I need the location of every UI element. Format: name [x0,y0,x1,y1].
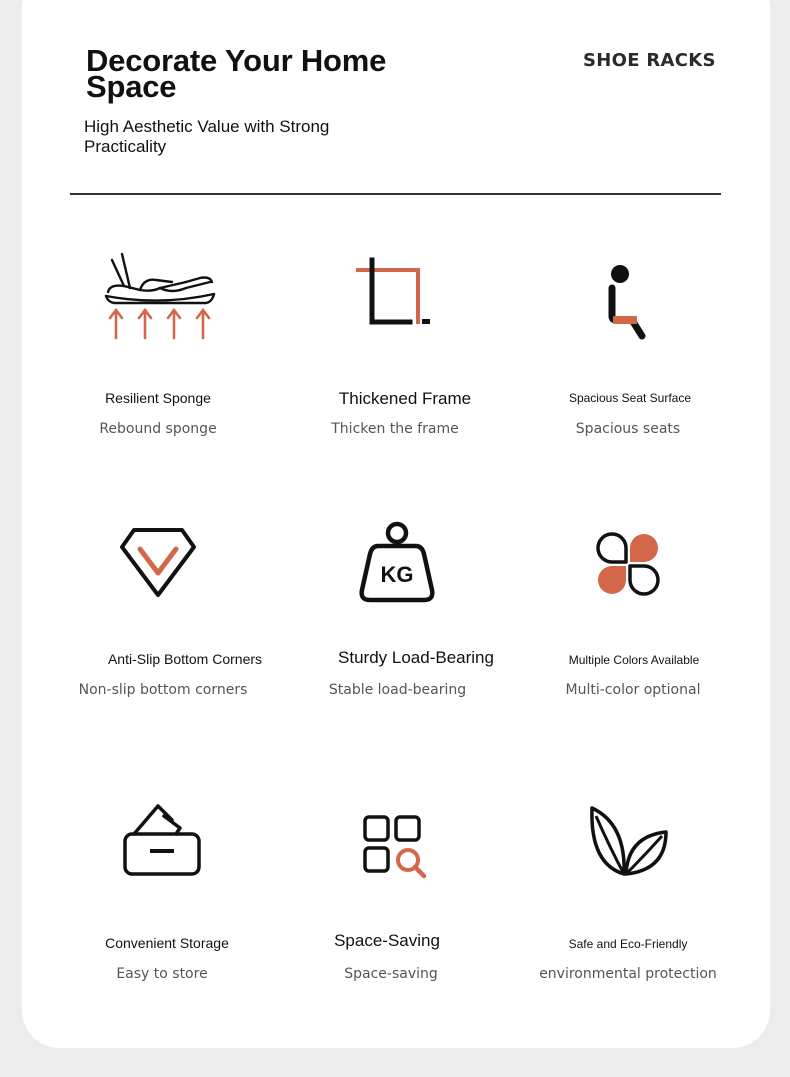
feature-title: Spacious Seat Surface [568,391,692,405]
feature-subtitle: environmental protection [539,966,717,982]
feature-subtitle: Spacious seats [575,421,681,437]
feature-title: Thickened Frame [338,389,472,408]
feature-subtitle: Stable load-bearing [328,682,467,698]
feature-subtitle: Multi-color optional [565,682,701,698]
grid-search-icon [362,814,430,880]
page-subtitle: High Aesthetic Value with Strong Practicality [84,117,330,156]
feature-title: Resilient Sponge [105,390,211,406]
hand-press-sponge-icon [100,248,220,342]
leaves-icon [586,804,670,878]
feature-subtitle: Thicken the frame [331,421,459,437]
diamond-v-icon [118,525,198,599]
divider [70,193,721,195]
feature-subtitle: Non-slip bottom corners [78,682,248,698]
feature-title: Sturdy Load-Bearing [338,648,494,667]
seated-person-icon [604,262,652,342]
brand-label: SHOE RACKS [583,50,716,71]
feature-subtitle: Space-saving [344,966,438,982]
feature-title: Convenient Storage [105,935,229,951]
feature-title: Space-Saving [334,931,440,950]
storage-box-icon [120,802,204,878]
feature-subtitle: Rebound sponge [99,421,217,437]
four-petal-icon [594,530,662,598]
feature-title: Safe and Eco-Friendly [568,937,688,951]
kg-weight-icon [358,520,436,604]
feature-title: Anti-Slip Bottom Corners [107,651,263,667]
feature-title: Multiple Colors Available [568,653,700,667]
feature-subtitle: Easy to store [116,966,208,982]
frame-corner-icon [352,256,436,332]
svg-text:KG: KG [380,562,414,587]
page-title: Decorate Your Home Space [86,43,387,104]
